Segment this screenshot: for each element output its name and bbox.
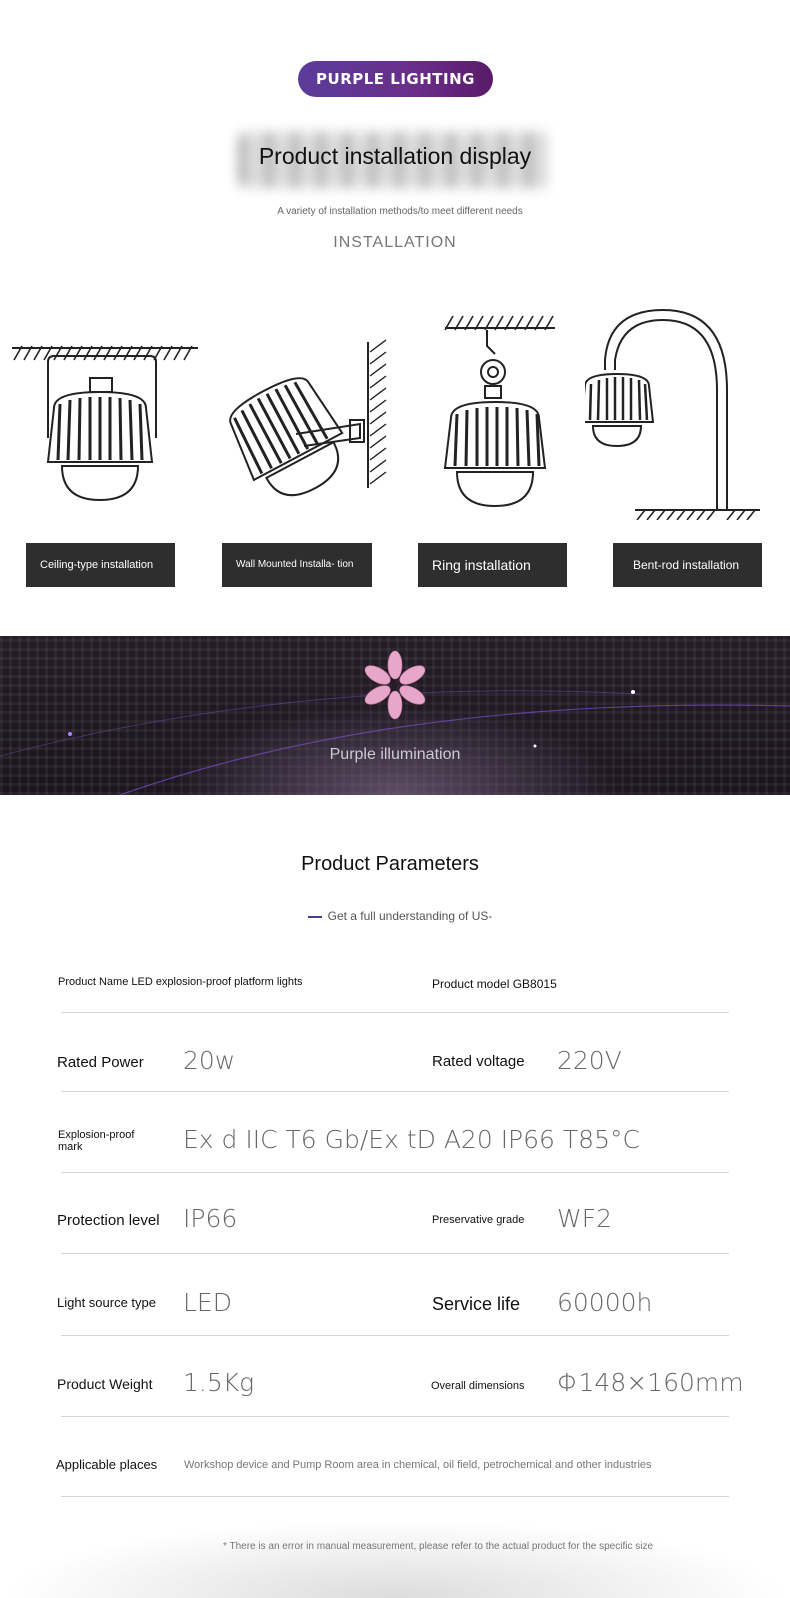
ring-lamp-icon <box>395 300 595 520</box>
params-title: Product Parameters <box>301 853 479 875</box>
label-wall-installation: Wall Mounted Installa- tion <box>222 543 372 587</box>
bent-rod-lamp-icon <box>585 300 785 520</box>
preservative-grade-value: WF2 <box>557 1204 613 1233</box>
applicable-places-value: Workshop device and Pump Room area in chemical, oil field, petrochemical and other industries <box>184 1459 652 1471</box>
purple-illumination-banner <box>0 636 790 795</box>
service-life-label: Service life <box>432 1294 521 1314</box>
installation-word: INSTALLATION <box>333 234 457 251</box>
row-divider <box>61 1416 729 1417</box>
rated-power-label: Rated Power <box>57 1054 144 1071</box>
protection-level-label: Protection level <box>57 1212 160 1229</box>
explosion-proof-label: Explosion-proof mark <box>58 1129 135 1153</box>
rated-voltage-label: Rated voltage <box>432 1053 525 1070</box>
row-divider <box>61 1091 729 1092</box>
params-subtitle-text: Get a full understanding of US- <box>327 909 493 923</box>
ceiling-lamp-icon <box>0 300 200 520</box>
params-subtitle <box>0 909 790 923</box>
label-ring-installation: Ring installation <box>418 543 567 587</box>
installation-title: Product installation display <box>258 143 532 169</box>
preservative-grade-label: Preservative grade <box>432 1214 525 1226</box>
footer-shadow <box>0 1520 790 1598</box>
light-source-value: LED <box>183 1288 232 1317</box>
wall-lamp-icon <box>200 300 400 520</box>
row-divider <box>61 1253 729 1254</box>
measurement-note: * There is an error in manual measurement, please refer to the actual product for the specific size <box>223 1541 654 1552</box>
product-name: Product Name LED explosion-proof platform lights <box>58 976 303 988</box>
accent-dash <box>308 916 322 918</box>
rated-power-value: 20w <box>183 1046 236 1075</box>
overall-dimensions-value: Φ148×160mm <box>557 1368 744 1397</box>
rated-voltage-value: 220V <box>557 1046 622 1075</box>
service-life-value: 60000h <box>557 1288 653 1317</box>
product-weight-value: 1.5Kg <box>183 1368 255 1397</box>
label-bent-rod-installation: Bent-rod installation <box>613 543 762 587</box>
row-divider <box>61 1012 729 1013</box>
explosion-proof-value: Ex d IIC T6 Gb/Ex tD A20 IP66 T85°C <box>183 1125 640 1154</box>
product-weight-label: Product Weight <box>57 1376 153 1392</box>
row-divider <box>61 1172 729 1173</box>
light-source-label: Light source type <box>57 1295 157 1310</box>
installation-subtitle: A variety of installation methods/to meet different needs <box>277 206 523 217</box>
brand-badge: PURPLE LIGHTING <box>298 61 493 97</box>
product-model: Product model GB8015 <box>432 977 557 991</box>
banner-text: Purple illumination <box>329 746 461 763</box>
label-ceiling-installation: Ceiling-type installation <box>26 543 175 587</box>
protection-level-value: IP66 <box>183 1204 238 1233</box>
row-divider <box>61 1335 729 1336</box>
row-divider <box>61 1496 729 1497</box>
overall-dimensions-label: Overall dimensions <box>431 1380 525 1392</box>
flower-icon <box>359 649 431 721</box>
applicable-places-label: Applicable places <box>56 1457 158 1472</box>
